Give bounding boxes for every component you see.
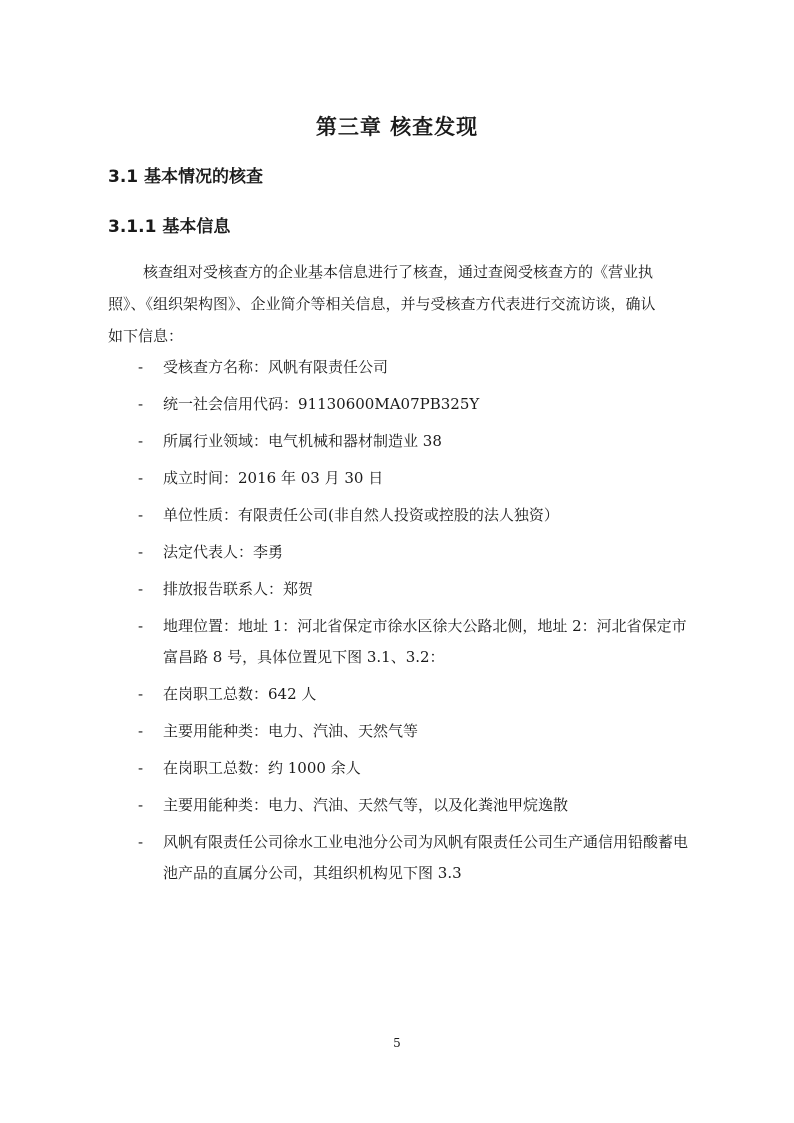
list-item [108,716,688,747]
bullet-dash: - [138,395,144,413]
list-item [108,352,688,383]
list-item-text: 在岗职工总数：约 1000 余人 [163,759,361,777]
list-item-text: 法定代表人：李勇 [163,543,284,561]
page-number: 5 [393,1036,401,1050]
subsection-title: 3.1.1 基本信息 [108,217,231,237]
bullet-dash: - [138,543,144,561]
list-item [108,753,688,784]
list-item [108,537,688,568]
list-item-text: 在岗职工总数：642 人 [163,685,317,703]
bullet-dash: - [138,722,144,740]
bullet-dash: - [138,580,144,598]
list-item-text: 所属行业领域：电气机械和器材制造业 38 [163,432,442,450]
list-item-text: 单位性质：有限责任公司(非自然人投资或控股的法人独资） [163,506,559,524]
list-item [108,426,688,457]
list-item [108,500,688,531]
bullet-dash: - [138,617,144,635]
list-item-text: 主要用能种类：电力、汽油、天然气等，以及化粪池甲烷逸散 [163,796,569,814]
chapter-title: 第三章 核查发现 [315,115,479,139]
bullet-dash: - [138,358,144,376]
bullet-dash: - [138,759,144,777]
list-item [108,827,688,889]
list-item [108,679,688,710]
list-item-text: 地理位置：地址 1：河北省保定市徐水区徐大公路北侧，地址 2：河北省保定市富昌路 8 号，具体位置见下图 3.1、3.2： [163,617,687,666]
bullet-dash: - [138,833,144,851]
list-item-text: 成立时间：2016 年 03 月 30 日 [163,469,384,487]
list-item [108,463,688,494]
list-item-text: 统一社会信用代码：91130600MA07PB325Y [163,395,480,413]
list-item-text: 排放报告联系人：郑贺 [163,580,314,598]
intro-paragraph: 核查组对受核查方的企业基本信息进行了核查，通过查阅受核查方的《营业执照》、《组织架构图》、企业简介等相关信息，并与受核查方代表进行交流访谈，确认如下信息： [108,263,656,345]
info-list [108,352,688,895]
bullet-dash: - [138,506,144,524]
bullet-dash: - [138,469,144,487]
list-item [108,574,688,605]
list-item-text: 主要用能种类：电力、汽油、天然气等 [163,722,419,740]
list-item [108,790,688,821]
list-item [108,611,688,673]
section-title: 3.1 基本情况的核查 [108,167,264,187]
list-item [108,389,688,420]
list-item-text: 受核查方名称：风帆有限责任公司 [163,358,389,376]
bullet-dash: - [138,432,144,450]
bullet-dash: - [138,685,144,703]
bullet-dash: - [138,796,144,814]
list-item-text: 风帆有限责任公司徐水工业电池分公司为风帆有限责任公司生产通信用铅酸蓄电池产品的直属分公司，其组织机构见下图 3.3 [163,833,689,882]
